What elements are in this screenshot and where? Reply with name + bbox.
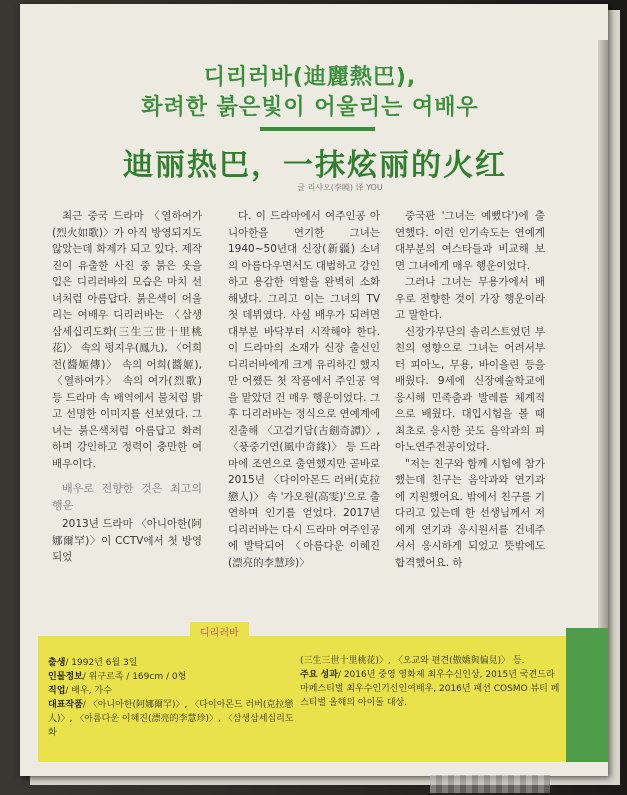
- works-label: 대표작품: [48, 700, 83, 710]
- profile-tab: 디리러바: [190, 622, 249, 641]
- job-value: / 배우, 가수: [65, 686, 112, 696]
- article-column-3: [395, 208, 545, 571]
- article-column-2: [228, 208, 380, 571]
- watermark-blur: [430, 775, 550, 793]
- award-label: 주요 성과: [300, 670, 338, 680]
- subheading: 배우로 전향한 것은 최고의 행운: [52, 482, 202, 512]
- page-gutter: [598, 40, 608, 640]
- paragraph: 2013년 드라마 〈아니아한(阿娜爾罕)〉이 CCTV에서 첫 방영되었: [52, 518, 202, 563]
- paragraph: 신장가무단의 솔리스트였던 부친의 영향으로 그녀는 어려서부터 피아노, 무용, 바이올린 등을 배웠다. 9세에 신장예술학교에 응시해 민족춤과 발레를 체계적으로 배웠다. 대입시험을 볼 때 최초로 응시한 곳도 음악과의 피아노연주전공이었다.: [395, 325, 545, 453]
- job-row: [48, 684, 298, 698]
- birth-value: / 1992년 6월 3일: [65, 658, 138, 668]
- headline-line-2: 화려한 붉은빛이 어울리는 여배우: [141, 95, 479, 120]
- headline-line-1: 디리러바(迪麗熱巴),: [203, 65, 417, 90]
- works-value: / 〈아니아한(阿娜爾罕)〉, 〈다이아몬드 러버(克拉戀人)〉, 〈아름다운 이혜진(漂亮的李慧珍)〉, 〈삼생삼세십리도화: [48, 700, 294, 738]
- profile-row: [48, 670, 298, 684]
- profile-info-right: [300, 654, 560, 710]
- birth-label: 출생: [48, 658, 66, 668]
- works-row: [48, 698, 298, 740]
- green-accent-strip: [566, 628, 608, 762]
- paragraph: 중국판 '그녀는 예뻤다')에 출연했다. 이런 인기속도는 연예계 대부분의 여스타들과 비교해 보면 그녀에게 매우 행운이었다.: [395, 210, 545, 272]
- paragraph: "저는 친구와 함께 시험에 참가했는데 친구는 음악과와 연기과에 지원했어요. 밖에서 친구를 기다리고 있는데 한 선생님께서 저에게 연기과 응시원서를 건네주셔서 응시하게 되었고 뜻밖에도 합격했어요. 하: [395, 457, 545, 569]
- chinese-headline: 迪丽热巴，一抹炫丽的火红: [123, 148, 507, 183]
- title-divider: [260, 127, 375, 131]
- profile-info-left: [48, 656, 298, 740]
- article-column-1: [52, 208, 202, 566]
- birth-row: [48, 656, 298, 670]
- paragraph: 그러나 그녀는 무용가에서 배우로 전향한 것이 가장 행운이라고 말한다.: [395, 276, 545, 321]
- paragraph: 다. 이 드라마에서 여주인공 아니아한을 연기한 그녀는 1940~50년대 신장(新疆) 소녀의 아름다우면서도 대범하고 강인하고 용감한 역할을 완벽히 소화해냈다. 그리고 이는 그녀의 TV 첫 데뷔였다. 사실 배우가 되려면 대부분 바닥부터 시작해야 한다. 이 드라마의 소재가 신장 출신인 디리러바에게 크게 유리하긴 했지만 어쨌든 첫 작품에서 주인공 역을 맡았던 건 매우 행운이었다. 그 후 디리러바는 정식으로 연예계에 진출해 〈고검기담(古劍奇譚)〉, 〈풍중기연(風中奇緣)〉 등 드라마에 조연으로 출연했지만 곧바로 2015년 〈다이아몬드 러버(克拉戀人)〉 속 '가오원(高雯)'으로 출연하며 인기를 얻었다. 2017년 디리러바는 다시 드라마 여주인공에 발탁되어 〈아름다운 이혜진(漂亮的李慧珍)〉: [228, 210, 381, 569]
- award-value: / 2016년 중영 영화제 최우수신인상, 2015년 국견드라마페스티벌 최우수인기신인여배우, 2016년 패션 COSMO 뷰티 페스티벌 올해의 아이돌 대상.: [300, 670, 560, 708]
- award-row: [300, 668, 560, 710]
- paragraph: 최근 중국 드라마 〈열하여가(烈火如歌)〉가 아직 방영되지도 않았는데 화제가 되고 있다. 제작진이 유출한 사진 중 붉은 옷을 입은 디리러바의 모습은 마치 선녀처럼 아름답다. 붉은색이 어울리는 여배우 디리러바는 〈삼생삼세십리도화(三生三世十里桃花)〉 속의 펑지우(鳳九), 〈어희전(醬姬傳)〉 속의 어희(醬姬), 〈열하여가〉 속의 여가(烈歌) 등 드라마 속 배역에서 불처럼 밝고 선명한 이미지를 선보였다. 그녀는 붉은색처럼 아름답고 화려하며 강인하고 정력이 충만한 여배우이다.: [52, 210, 202, 470]
- works-continued: (三生三世十里桃花)〉, 〈오교와 편견(傲嬌與偏見)〉 등.: [300, 656, 525, 666]
- byline: 글 리샤오(李曉) 译 YOU: [297, 183, 383, 192]
- profile-value: / 위구르족 / 169cm / 0형: [82, 672, 187, 682]
- profile-label: 인물정보: [48, 672, 83, 682]
- job-label: 직업: [48, 686, 66, 696]
